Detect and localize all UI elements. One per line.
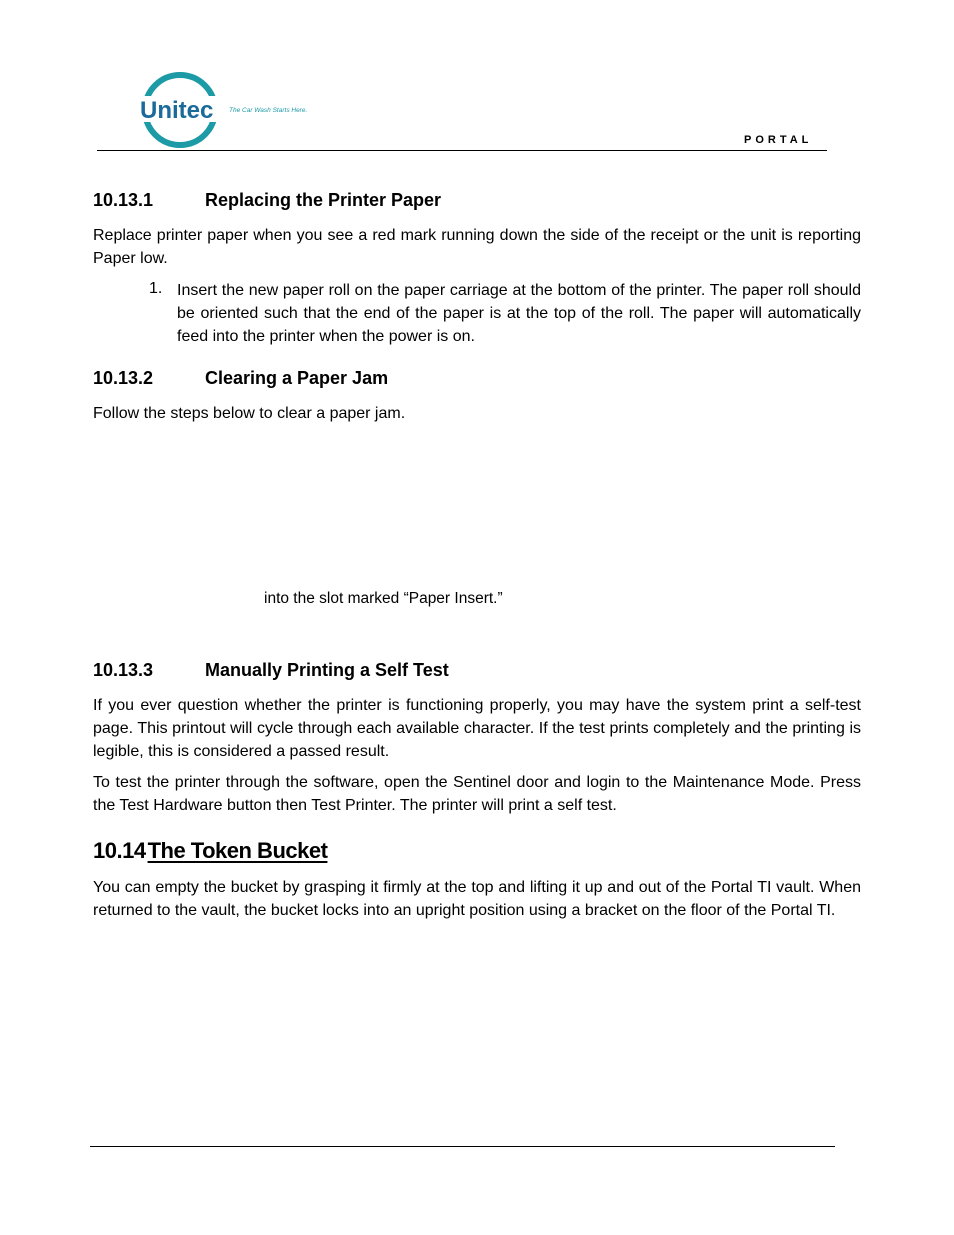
- section-heading-10-13-3: [93, 660, 449, 681]
- logo-tagline: The Car Wash Starts Here.: [229, 107, 308, 114]
- section-title: Manually Printing a Self Test: [205, 660, 449, 680]
- paragraph: Follow the steps below to clear a paper jam.: [93, 405, 406, 422]
- section-title: Replacing the Printer Paper: [205, 190, 442, 210]
- paragraph: To test the printer through the software, open the Sentinel door and login to the Maintenance Mode. Press the Test Hardware button then Test Printer. The printer will print a self test.: [93, 774, 861, 814]
- section-title: The Token Bucket: [147, 838, 328, 863]
- header-divider: [97, 150, 827, 151]
- footer-divider: [90, 1146, 835, 1147]
- section-heading-10-13-1: [93, 190, 441, 211]
- section-heading-10-13-2: [93, 368, 388, 389]
- section-title: Clearing a Paper Jam: [205, 368, 389, 388]
- fragment-text: into the slot marked “Paper Insert.”: [264, 590, 503, 607]
- section-number: 10.13.2: [93, 368, 154, 388]
- section-number: 10.13.3: [93, 660, 154, 680]
- section-number: 10.14: [93, 838, 146, 863]
- unitec-logo: [134, 72, 334, 150]
- paragraph: Replace printer paper when you see a red mark running down the side of the receipt or the unit is reporting Paper low.: [93, 227, 861, 267]
- paragraph: If you ever question whether the printer is functioning properly, you may have the system print a self-test page. This printout will cycle through each available character. If the test prints completely and the printing is legible, this is considered a passed result.: [93, 697, 861, 760]
- logo-text: Unitec: [140, 97, 214, 124]
- section-number: 10.13.1: [93, 190, 154, 210]
- list-number: 1.: [149, 280, 163, 297]
- logo-mark-icon: [134, 72, 334, 150]
- section-heading-10-14: [93, 838, 327, 864]
- header-product-label: PORTAL: [744, 134, 813, 146]
- paragraph: You can empty the bucket by grasping it firmly at the top and lifting it up and out of the Portal TI vault. When returned to the vault, the bucket locks into an upright position using a bracket on the floor of the Portal TI.: [93, 879, 861, 919]
- list-item: Insert the new paper roll on the paper carriage at the bottom of the printer. The paper roll should be oriented such that the end of the paper is at the top of the roll. The paper will automatically feed into the printer when the power is on.: [177, 282, 861, 345]
